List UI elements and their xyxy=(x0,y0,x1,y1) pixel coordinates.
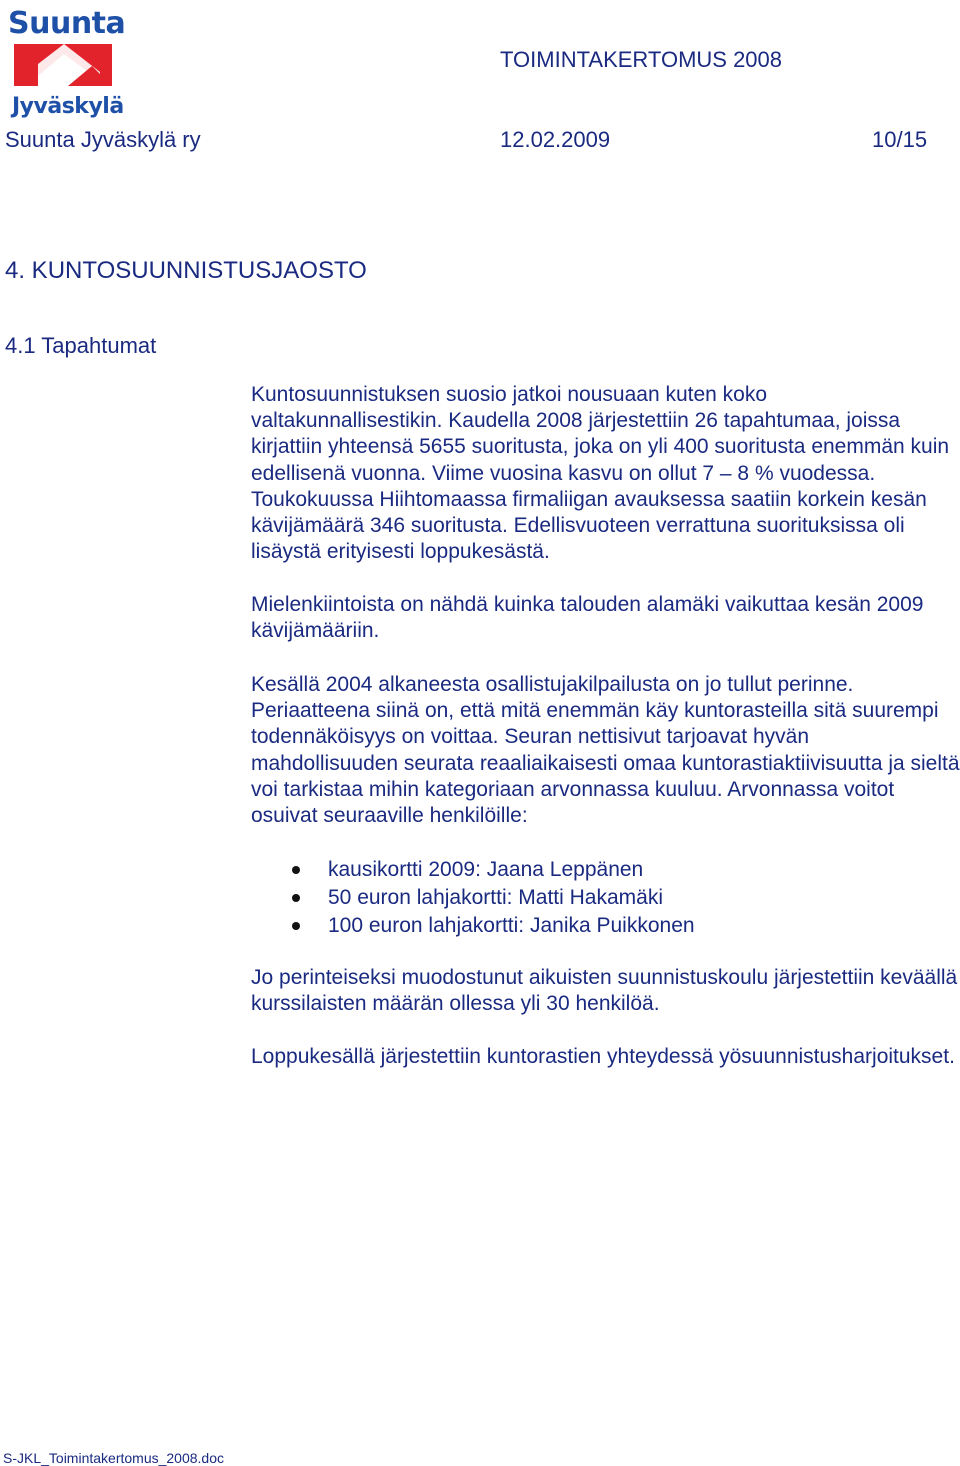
paragraph-events-summary: Kuntosuunnistuksen suosio jatkoi nousuaan kuten koko valtakunnallisestikin. Kaudella 2008 järjestettiin 26 tapahtumaa, joissa kirjattiin yhteensä 5655 suoritusta, joka on yli 400 suoritusta enemmän kuin edellisenä vuonna. Viime vuosina kasvu on ollut 7 – 8 % vuodessa. Toukokuussa Hiihtomaassa firmaliigan avauksessa saatiin korkein kesän kävijämäärä 346 suoritusta. Edellisvuoteen verrattuna suorituksissa oli lisäystä erityisesti loppukesästä. xyxy=(251,383,950,564)
bullet-icon xyxy=(292,894,300,902)
page-number: 10/15 xyxy=(872,127,928,152)
organization-name: Suunta Jyväskylä ry xyxy=(5,127,201,152)
logo-wordmark-top: Suunta xyxy=(8,6,126,41)
section-heading: 4. KUNTOSUUNNISTUSJAOSTO xyxy=(5,257,367,284)
paragraph-orienteering-school: Jo perinteiseksi muodostunut aikuisten suunnistuskoulu järjestettiin keväällä kurssilaisten määrän ollessa yli 30 henkilöä. xyxy=(251,966,958,1016)
paragraph-economy-note: Mielenkiintoista on nähdä kuinka talouden alamäki vaikuttaa kesän 2009 kävijämääriin. xyxy=(251,593,924,643)
document-title: TOIMINTAKERTOMUS 2008 xyxy=(500,47,783,72)
logo-arrow-icon xyxy=(8,36,120,96)
paragraph-competition: Kesällä 2004 alkaneesta osallistujakilpailusta on jo tullut perinne. Periaatteena siinä on, että mitä enemmän käy kuntorasteilla sitä suurempi todennäköisyys on voittaa. Seuran nettisivut tarjoavat hyvän mahdollisuuden seurata reaaliaikaisesti omaa kuntorastiaktiivisuutta ja sieltä voi tarkistaa mihin kategoriaan arvonnassa kuuluu. Arvonnassa voitot osuivat seuraaville henkilöille: xyxy=(251,673,960,828)
logo-wordmark-bottom: Jyväskylä xyxy=(12,94,124,119)
suunta-logo xyxy=(8,6,126,120)
winners-list xyxy=(251,858,695,942)
list-item: 50 euron lahjakortti: Matti Hakamäki xyxy=(251,886,695,914)
subsection-heading: 4.1 Tapahtumat xyxy=(5,333,157,358)
bullet-icon xyxy=(292,866,300,874)
bullet-icon xyxy=(292,922,300,930)
list-item: kausikortti 2009: Jaana Leppänen xyxy=(251,858,695,886)
list-item: 100 euron lahjakortti: Janika Puikkonen xyxy=(251,914,695,942)
document-date: 12.02.2009 xyxy=(500,127,611,152)
paragraph-night-orienteering: Loppukesällä järjestettiin kuntorastien yhteydessä yösuunnistusharjoitukset. xyxy=(251,1045,955,1068)
footer-filename: S-JKL_Toimintakertomus_2008.doc xyxy=(3,1450,225,1466)
